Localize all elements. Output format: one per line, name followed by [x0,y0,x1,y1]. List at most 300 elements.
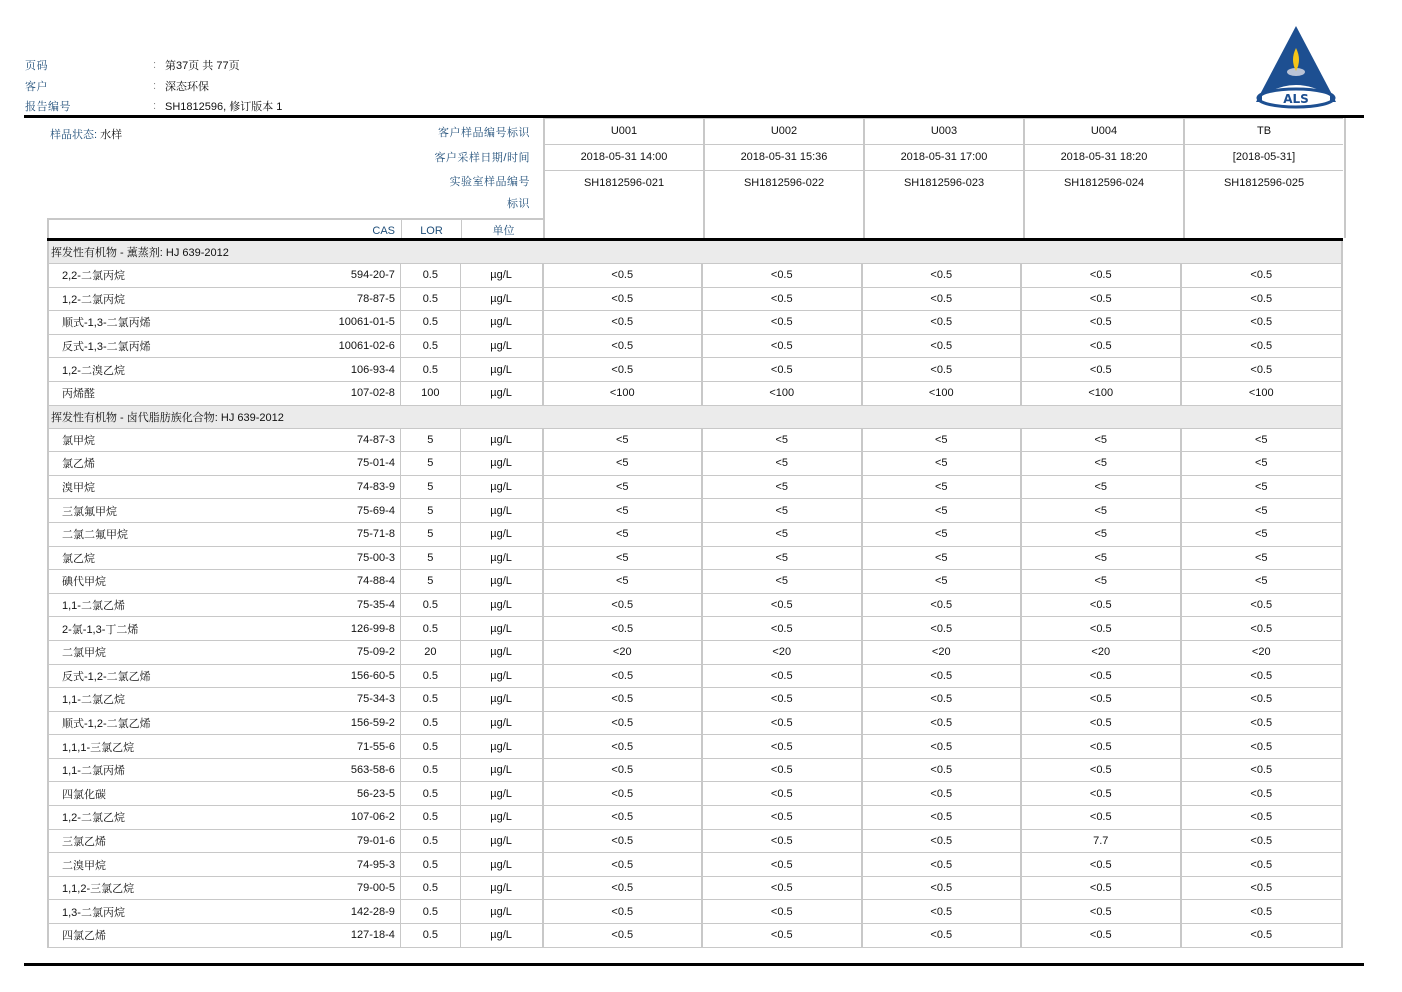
result-value: <0.5 [1022,288,1182,311]
lor-value: 0.5 [401,617,461,640]
result-value: <0.5 [863,782,1023,805]
lab-sample-id: SH1812596-022 [743,177,825,189]
lab-sample-id: SH1812596-023 [903,177,985,189]
result-value: <0.5 [863,924,1023,947]
result-value: <5 [703,570,863,593]
sample-column [1183,118,1343,238]
compound-name: 1,1,1-三氯乙烷 [62,741,135,754]
table-row [49,806,1341,830]
lor-value: 0.5 [401,924,461,947]
result-value: <0.5 [1022,712,1182,735]
cas-number: 127-18-4 [318,924,401,947]
result-value: <0.5 [703,594,863,617]
result-value: <0.5 [863,594,1023,617]
result-value: <100 [863,382,1023,405]
cas-number: 126-99-8 [318,617,401,640]
result-value: <0.5 [1250,292,1273,305]
unit-value: µg/L [461,311,544,334]
result-value: <100 [703,382,863,405]
compound-name: 1,2-二氯丙烷 [62,293,125,306]
result-value: <5 [1022,476,1182,499]
table-row [49,830,1341,854]
result-value: <0.5 [544,688,704,711]
compound-name: 三氯乙烯 [62,835,106,848]
result-value: <5 [703,452,863,475]
cas-number: 75-34-3 [318,688,401,711]
result-value: <0.5 [1250,929,1273,942]
cas-number: 10061-02-6 [318,335,401,358]
result-value: <0.5 [863,735,1023,758]
result-value: <5 [544,452,704,475]
result-value: <5 [703,429,863,452]
unit-value: µg/L [461,570,544,593]
result-value: <0.5 [863,665,1023,688]
table-row [49,335,1341,359]
table-row [49,594,1341,618]
meta-page [25,55,282,76]
result-value: <5 [1254,433,1268,446]
table-row [49,877,1341,901]
sample-id: U004 [1025,118,1183,145]
compound-name: 2-氯-1,3-丁二烯 [62,623,139,636]
result-value: <0.5 [544,735,704,758]
sampling-datetime-label: 客户采样日期/时间 [434,152,530,164]
result-value: <5 [544,570,704,593]
lor-value: 0.5 [401,311,461,334]
compound-name: 顺式-1,2-二氯乙烯 [62,717,151,730]
sample-column [543,118,703,238]
lor-value: 0.5 [401,358,461,381]
lor-header: LOR [402,220,462,242]
result-value: <0.5 [1250,716,1273,729]
result-value: <0.5 [1250,905,1273,918]
result-value: <0.5 [1022,594,1182,617]
result-value: <5 [1254,457,1268,470]
result-value: <0.5 [863,358,1023,381]
unit-value: µg/L [461,877,544,900]
result-value: <5 [863,476,1023,499]
result-value: <5 [1254,528,1268,541]
table-row [49,759,1341,783]
result-value: <0.5 [1022,900,1182,923]
unit-value: µg/L [461,853,544,876]
als-logo [1252,22,1340,110]
result-value: <0.5 [1022,688,1182,711]
lor-value: 5 [401,429,461,452]
table-row [49,617,1341,641]
lor-value: 5 [401,570,461,593]
result-value: <0.5 [1250,882,1273,895]
result-value: <0.5 [703,806,863,829]
compound-name: 1,1-二氯乙烷 [62,694,125,707]
compound-name: 碘代甲烷 [62,576,106,589]
lor-value: 0.5 [401,712,461,735]
cas-number: 75-09-2 [318,641,401,664]
compound-name: 三氯氟甲烷 [62,505,117,518]
table-row [49,523,1341,547]
result-value: <0.5 [1250,693,1273,706]
colon: : [153,59,157,72]
cas-number: 156-60-5 [318,665,401,688]
result-value: <0.5 [863,830,1023,853]
cas-number: 563-58-6 [318,759,401,782]
table-row [49,452,1341,476]
result-value: <0.5 [544,900,704,923]
lor-value: 0.5 [401,853,461,876]
result-value: <0.5 [863,264,1023,287]
colon: : [153,100,157,113]
table-row [49,853,1341,877]
unit-value: µg/L [461,782,544,805]
result-value: <0.5 [703,712,863,735]
result-value: <100 [544,382,704,405]
lor-value: 0.5 [401,665,461,688]
cas-number: 75-35-4 [318,594,401,617]
lor-value: 0.5 [401,782,461,805]
result-value: <0.5 [863,617,1023,640]
group-header: 挥发性有机物 - 卤代脂肪族化合物: HJ 639-2012 [49,406,1341,429]
result-value: <5 [1254,504,1268,517]
result-value: <0.5 [703,617,863,640]
unit-value: µg/L [461,547,544,570]
table-row [49,900,1341,924]
result-value: <0.5 [1250,622,1273,635]
compound-name: 1,1-二氯丙烯 [62,765,125,778]
result-value: <0.5 [863,900,1023,923]
table-row [49,735,1341,759]
meta-report [25,96,282,117]
lor-value: 0.5 [401,900,461,923]
unit-value: µg/L [461,523,544,546]
result-value: <0.5 [544,806,704,829]
result-value: <0.5 [703,358,863,381]
result-value: <5 [544,429,704,452]
result-value: <0.5 [1250,669,1273,682]
lor-value: 0.5 [401,288,461,311]
result-value: <5 [863,452,1023,475]
lor-value: 0.5 [401,688,461,711]
unit-value: µg/L [461,900,544,923]
unit-value: µg/L [461,712,544,735]
sample-id: U001 [545,118,703,145]
result-value: <0.5 [544,311,704,334]
result-value: <0.5 [1022,877,1182,900]
result-value: <0.5 [703,311,863,334]
result-value: <0.5 [1250,363,1273,376]
result-value: <0.5 [863,712,1023,735]
colon: : [153,79,157,92]
result-value: <0.5 [544,358,704,381]
cas-number: 74-83-9 [318,476,401,499]
cas-number: 594-20-7 [318,264,401,287]
result-value: <0.5 [1022,853,1182,876]
result-value: <0.5 [1250,740,1273,753]
result-value: <5 [1022,429,1182,452]
cas-number: 79-00-5 [318,877,401,900]
result-value: <5 [1022,547,1182,570]
cas-number: 142-28-9 [318,900,401,923]
result-value: <0.5 [544,288,704,311]
unit-header: 单位 [492,225,515,237]
result-value: <0.5 [544,853,704,876]
result-value: <0.5 [1022,759,1182,782]
cas-number: 107-02-8 [318,382,401,405]
cas-number: 107-06-2 [318,806,401,829]
result-value: <0.5 [544,782,704,805]
table-row [49,429,1341,453]
sample-column [863,118,1023,238]
result-value: <5 [863,547,1023,570]
sample-datetime: 2018-05-31 14:00 [545,145,703,171]
result-value: <0.5 [1250,764,1273,777]
cas-number: 74-87-3 [318,429,401,452]
result-value: <100 [1022,382,1182,405]
lor-value: 0.5 [401,594,461,617]
result-value: <0.5 [1022,735,1182,758]
page-label: 页码 [25,60,48,73]
sample-column [1023,118,1183,238]
cas-number: 156-59-2 [318,712,401,735]
cas-number: 74-95-3 [318,853,401,876]
result-value: <100 [1248,387,1274,400]
client-label: 客户 [25,80,48,93]
unit-value: µg/L [461,830,544,853]
table-row [49,311,1341,335]
cas-number: 75-69-4 [318,499,401,522]
result-value: <0.5 [703,665,863,688]
meta-client [25,76,282,97]
sample-id: U002 [705,118,863,145]
result-value: <0.5 [863,688,1023,711]
result-value: <5 [544,476,704,499]
sample-datetime: [2018-05-31] [1185,145,1343,171]
result-value: <0.5 [1022,924,1182,947]
report-value: SH1812596, 修订版本 1 [165,101,283,114]
report-label: 报告编号 [25,101,71,114]
result-value: <0.5 [1250,599,1273,612]
unit-value: µg/L [461,641,544,664]
result-value: <0.5 [544,877,704,900]
header-labels [380,121,530,215]
result-value: <0.5 [544,830,704,853]
sample-id: TB [1185,118,1343,145]
lab-sample-id: SH1812596-021 [583,177,665,189]
result-value: <0.5 [1250,340,1273,353]
result-value: <0.5 [544,594,704,617]
lor-value: 5 [401,523,461,546]
lor-value: 5 [401,476,461,499]
unit-value: µg/L [461,924,544,947]
result-value: <5 [703,476,863,499]
result-value: <20 [544,641,704,664]
unit-value: µg/L [461,429,544,452]
sample-datetime: 2018-05-31 15:36 [705,145,863,171]
result-value: <20 [703,641,863,664]
result-value: <0.5 [863,806,1023,829]
lor-value: 0.5 [401,806,461,829]
result-value: <0.5 [1250,834,1273,847]
result-value: <0.5 [863,288,1023,311]
compound-name: 二氯二氟甲烷 [62,529,128,542]
result-value: <0.5 [703,853,863,876]
compound-name: 氯甲烷 [62,434,95,447]
result-value: <0.5 [544,335,704,358]
table-row [49,641,1341,665]
result-value: <0.5 [1250,269,1273,282]
lor-value: 0.5 [401,264,461,287]
unit-value: µg/L [461,264,544,287]
lor-value: 0.5 [401,877,461,900]
compound-name: 二溴甲烷 [62,859,106,872]
lab-sample-id-label: 实验室样品编号 [449,176,530,188]
result-value: <0.5 [1250,316,1273,329]
table-row [49,665,1341,689]
compound-name: 1,2-二溴乙烷 [62,364,125,377]
result-value: <0.5 [1250,858,1273,871]
compound-name: 溴甲烷 [62,482,95,495]
cas-number: 79-01-6 [318,830,401,853]
table-row [49,476,1341,500]
result-value: <0.5 [1022,311,1182,334]
table-row [49,570,1341,594]
compound-name: 1,1,2-三氯乙烷 [62,883,135,896]
result-value: <0.5 [1250,787,1273,800]
page-value: 第37页 共 77页 [165,60,240,73]
lab-sample-id-label-2: 标识 [507,198,530,210]
compound-name: 反式-1,2-二氯乙烯 [62,670,151,683]
lor-value: 5 [401,452,461,475]
result-value: <0.5 [544,665,704,688]
unit-value: µg/L [461,476,544,499]
result-value: <0.5 [863,311,1023,334]
result-value: <0.5 [703,877,863,900]
lab-sample-id: SH1812596-025 [1223,177,1305,189]
table-row [49,382,1341,406]
result-value: <0.5 [1250,811,1273,824]
client-sample-id-label: 客户样品编号标识 [438,127,530,139]
cas-number: 75-01-4 [318,452,401,475]
table-row [49,358,1341,382]
compound-name: 1,1-二氯乙烯 [62,600,125,613]
table-row [49,688,1341,712]
lor-value: 5 [401,547,461,570]
sample-datetime: 2018-05-31 17:00 [865,145,1023,171]
result-value: <5 [703,499,863,522]
result-value: <5 [1254,481,1268,494]
lor-value: 0.5 [401,735,461,758]
unit-value: µg/L [461,688,544,711]
table-row [49,547,1341,571]
table-row [49,712,1341,736]
result-value: <5 [544,523,704,546]
result-value: 7.7 [1022,830,1182,853]
cas-number: 56-23-5 [318,782,401,805]
compound-name: 四氯乙烯 [62,930,106,943]
unit-value: µg/L [461,617,544,640]
result-value: <0.5 [544,712,704,735]
result-value: <0.5 [863,335,1023,358]
result-value: <0.5 [703,288,863,311]
compound-name: 顺式-1,3-二氯丙烯 [62,317,151,330]
compound-name: 1,3-二氯丙烷 [62,906,125,919]
unit-value: µg/L [461,806,544,829]
result-value: <0.5 [544,617,704,640]
result-value: <0.5 [1022,665,1182,688]
unit-value: µg/L [461,499,544,522]
sample-column [703,118,863,238]
compound-name: 反式-1,3-二氯丙烯 [62,341,151,354]
unit-value: µg/L [461,759,544,782]
result-value: <0.5 [1022,782,1182,805]
sample-id: U003 [865,118,1023,145]
result-value: <0.5 [703,900,863,923]
result-value: <5 [863,429,1023,452]
compound-name: 四氯化碳 [62,788,106,801]
report-meta [25,55,282,117]
cas-header: CAS [49,220,402,242]
result-value: <0.5 [703,830,863,853]
lor-value: 0.5 [401,335,461,358]
result-value: <5 [1022,452,1182,475]
result-value: <0.5 [863,759,1023,782]
lor-value: 0.5 [401,759,461,782]
result-value: <0.5 [703,924,863,947]
cas-number: 106-93-4 [318,358,401,381]
als-logo-icon [1252,22,1340,110]
result-value: <5 [703,523,863,546]
compound-name: 2,2-二氯丙烷 [62,270,125,283]
cas-number: 10061-01-5 [318,311,401,334]
compound-name: 二氯甲烷 [62,647,106,660]
bottom-divider [24,963,1364,966]
result-value: <5 [1022,570,1182,593]
result-value: <0.5 [703,735,863,758]
sample-headers [543,118,1346,238]
result-value: <5 [1254,575,1268,588]
lor-value: 100 [401,382,461,405]
sample-state [50,126,122,142]
table-row [49,288,1341,312]
table-row [49,264,1341,288]
result-value: <5 [863,523,1023,546]
table-row [49,782,1341,806]
cas-number: 74-88-4 [318,570,401,593]
table-row [49,924,1341,948]
result-value: <0.5 [703,335,863,358]
results-table [47,241,1343,948]
result-value: <0.5 [703,264,863,287]
compound-name: 1,2-二氯乙烷 [62,812,125,825]
result-value: <0.5 [1022,335,1182,358]
result-value: <20 [863,641,1023,664]
result-value: <5 [1022,499,1182,522]
unit-value: µg/L [461,335,544,358]
unit-value: µg/L [461,358,544,381]
result-value: <0.5 [1022,358,1182,381]
unit-value: µg/L [461,452,544,475]
compound-name: 氯乙烯 [62,458,95,471]
unit-value: µg/L [461,382,544,405]
unit-value: µg/L [461,735,544,758]
lor-value: 5 [401,499,461,522]
unit-value: µg/L [461,288,544,311]
lab-sample-id: SH1812596-024 [1063,177,1145,189]
unit-value: µg/L [461,594,544,617]
result-value: <0.5 [544,264,704,287]
result-value: <0.5 [703,688,863,711]
group-header: 挥发性有机物 - 薰蒸剂: HJ 639-2012 [49,241,1341,264]
result-value: <5 [863,570,1023,593]
